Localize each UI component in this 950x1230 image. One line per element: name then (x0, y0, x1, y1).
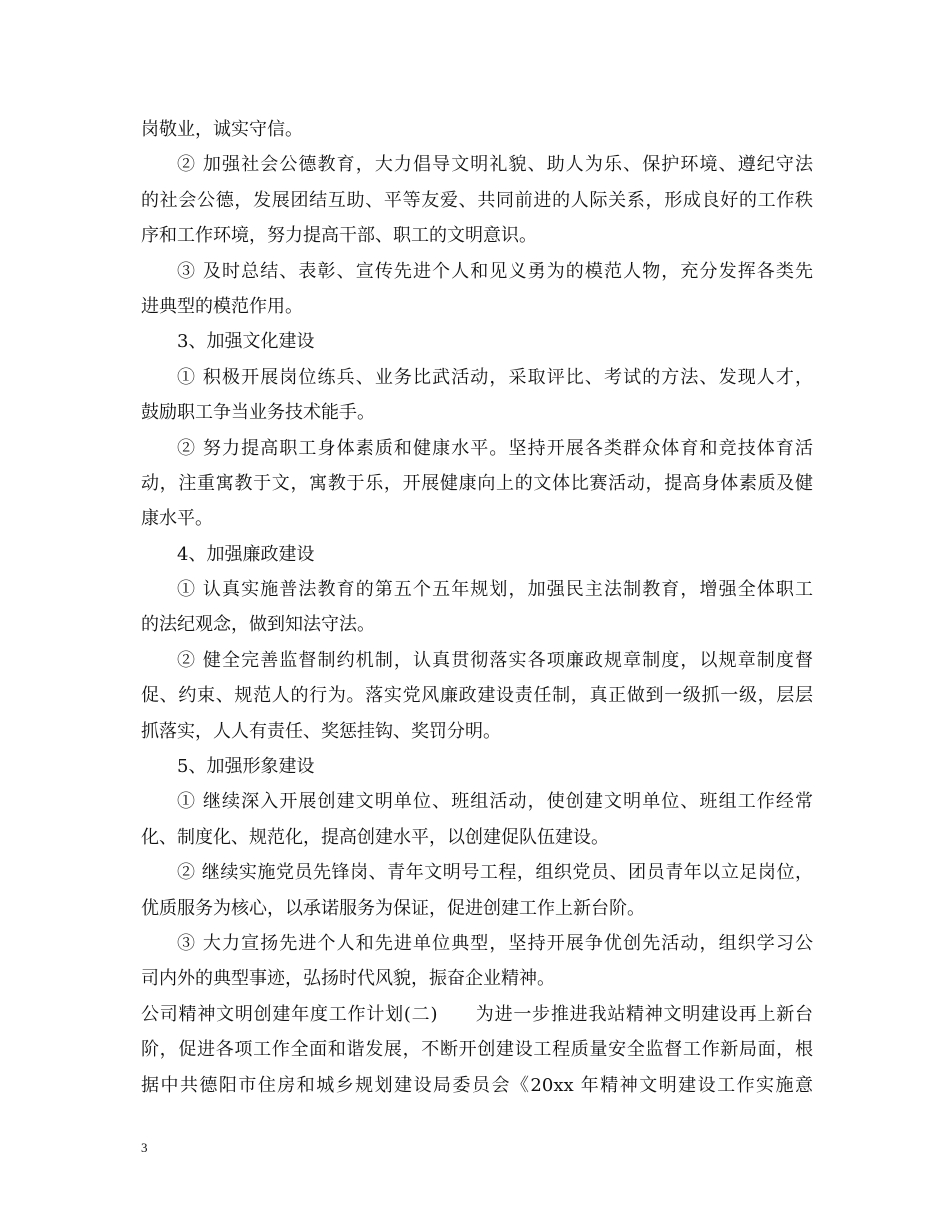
text-line: ② 加强社会公德教育，大力倡导文明礼貌、助人为乐、保护环境、遵纪守法 (177, 154, 813, 176)
section-heading: 5、加强形象建设 (177, 756, 315, 778)
text-line: 化、制度化、规范化，提高创建水平，以创建促队伍建设。 (141, 826, 609, 848)
text-line: 岗敬业，诚实守信。 (141, 119, 303, 140)
page-number: 3 (141, 1140, 148, 1155)
text-line: 阶，促进各项工作全面和谐发展，不断开创建设工程质量安全监督工作新局面，根 (141, 1039, 813, 1061)
text-line: ② 继续实施党员先锋岗、青年文明号工程，组织党员、团员青年以立足岗位， (177, 862, 813, 884)
text-line: 优质服务为核心，以承诺服务为保证，促进创建工作上新台阶。 (141, 897, 645, 919)
document-body (141, 112, 813, 1103)
text-line: ② 努力提高职工身体素质和健康水平。坚持开展各类群众体育和竞技体育活 (177, 437, 813, 459)
text-line: ① 继续深入开展创建文明单位、班组活动，使创建文明单位、班组工作经常 (177, 791, 813, 813)
text-line: 鼓励职工争当业务技术能手。 (141, 402, 375, 424)
text-line: ② 健全完善监督制约机制，认真贯彻落实各项廉政规章制度，以规章制度督 (177, 649, 813, 671)
text-line: ① 积极开展岗位练兵、业务比武活动，采取评比、考试的方法、发现人才， (177, 366, 813, 388)
text-line: ③ 及时总结、表彰、宣传先进个人和见义勇为的模范人物，充分发挥各类先 (177, 260, 813, 282)
section-heading: 4、加强廉政建设 (177, 543, 315, 565)
text-line: ① 认真实施普法教育的第五个五年规划，加强民主法制教育，增强全体职工 (177, 579, 813, 601)
text-line: 康水平。 (141, 508, 213, 530)
section-heading: 3、加强文化建设 (177, 331, 315, 353)
text-line: 据中共德阳市住房和城乡规划建设局委员会《20xx 年精神文明建设工作实施意 (141, 1074, 813, 1096)
text-line: 动，注重寓教于文，寓教于乐，开展健康向上的文体比赛活动，提高身体素质及健 (141, 472, 813, 494)
text-line: 的社会公德，发展团结互助、平等友爱、共同前进的人际关系，形成良好的工作秩 (141, 189, 813, 211)
text-line: ③ 大力宣扬先进个人和先进单位典型，坚持开展争优创先活动，组织学习公 (177, 932, 813, 954)
document-subtitle-line: 公司精神文明创建年度工作计划(二) 为进一步推进我站精神文明建设再上新台 (141, 1003, 813, 1025)
text-line: 的法纪观念，做到知法守法。 (141, 614, 375, 636)
text-line: 司内外的典型事迹，弘扬时代风貌，振奋企业精神。 (141, 968, 555, 990)
text-line: 进典型的模范作用。 (141, 295, 303, 317)
text-line: 促、约束、规范人的行为。落实党风廉政建设责任制，真正做到一级抓一级，层层 (141, 685, 813, 707)
text-line: 抓落实，人人有责任、奖惩挂钩、奖罚分明。 (141, 720, 501, 742)
text-line: 序和工作环境，努力提高干部、职工的文明意识。 (141, 225, 537, 247)
